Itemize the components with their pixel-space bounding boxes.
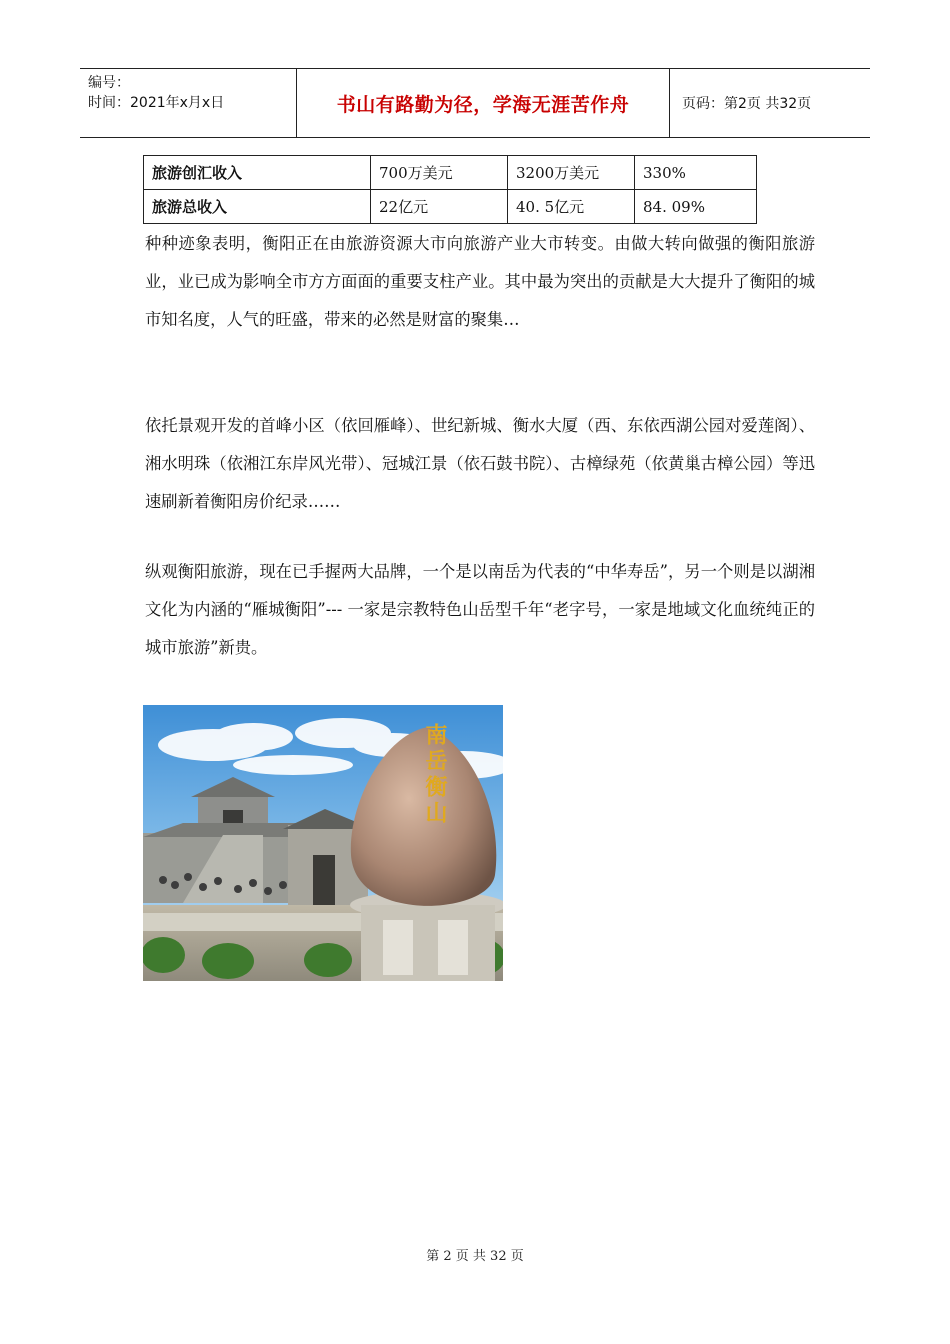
paragraph-tourism-transition: 种种迹象表明，衡阳正在由旅游资源大市向旅游产业大市转变。由做大转向做强的衡阳旅游业，业已成为影响全市方方面面的重要支柱产业。其中最为突出的贡献是大大提升了衡阳的城市知名度，人气的旺盛，带来的必然是财富的聚集… [145,234,815,329]
table-cell-growth: 84. 09% [635,190,757,224]
table-cell-after: 3200万美元 [508,156,635,190]
table-cell-growth: 330% [635,156,757,190]
paragraph-real-estate: 依托景观开发的首峰小区（依回雁峰）、世纪新城、衡水大厦（西、东依西湖公园对爱莲阁）、湘水明珠（依湘江东岸风光带）、冠城江景（依石鼓书院）、古樟绿苑（依黄巢古樟公园）等迅速刷新着衡阳房价纪录…… [145,416,815,511]
tourism-income-table [143,155,757,224]
serial-label: 编号： [88,75,130,91]
table-cell-item: 旅游创汇收入 [144,156,371,190]
table-cell-before: 700万美元 [371,156,508,190]
table-row [144,156,757,190]
header-page-label: 页码：第2页 共32页 [682,96,812,112]
page-header [80,68,870,138]
table-row [144,190,757,224]
header-meta [80,69,297,137]
nanyue-hengshan-photo [143,705,503,981]
stone-inscription: 南岳衡山 [422,723,448,827]
page-footer: 第 2 页 共 32 页 [426,1249,524,1264]
header-motto: 书山有路勤为径，学海无涯苦作舟 [297,69,670,137]
table-cell-after: 40. 5亿元 [508,190,635,224]
time-label: 时间：2021年x月x日 [88,95,225,111]
paragraph-two-brands: 纵观衡阳旅游，现在已手握两大品牌，一个是以南岳为代表的“中华寿岳”，另一个则是以湖湘文化为内涵的“雁城衡阳”--- 一家是宗教特色山岳型千年“老字号，一家是地域文化血统纯正的城市旅游”新贵。 [145,562,815,657]
table-cell-item: 旅游总收入 [144,190,371,224]
table-cell-before: 22亿元 [371,190,508,224]
